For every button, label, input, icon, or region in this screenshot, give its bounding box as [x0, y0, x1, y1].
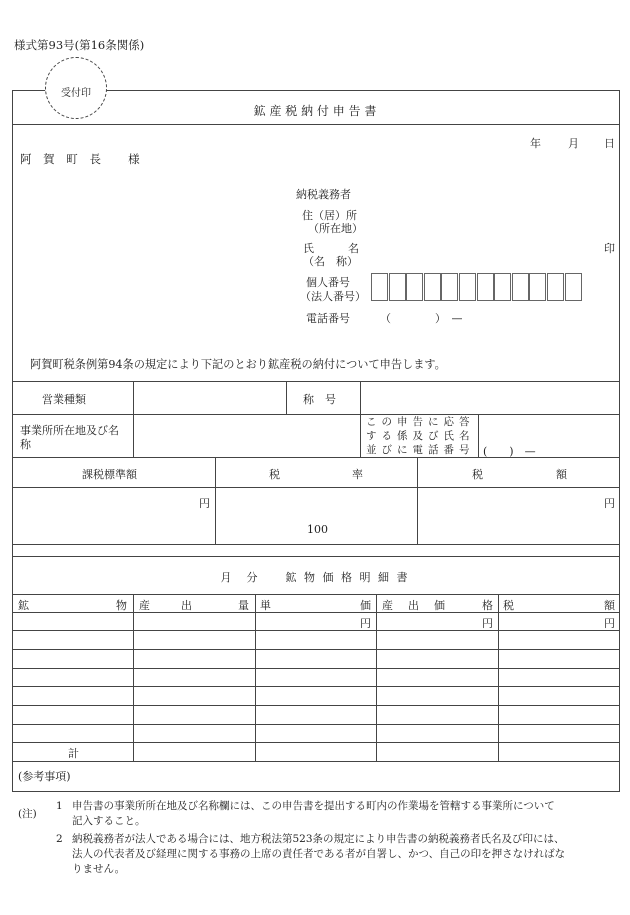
value-yen: 円 [482, 617, 493, 630]
note-2-line-3: りません。 [72, 863, 126, 875]
tax-amount-label-b: 額 [556, 468, 567, 481]
detail-row-line [12, 649, 620, 650]
note-1-line-2: 記入すること。 [72, 815, 146, 827]
row-divider [12, 594, 620, 595]
remarks-label: (参考事項) [18, 770, 71, 783]
taxpayer-name-sub: （名 称） [303, 255, 358, 268]
phone-label: 電話番号 [306, 312, 350, 325]
detail-title: 月 分 鉱 物 価 格 明 細 書 [220, 571, 410, 584]
note-2-line-1: 納税義務者が法人である場合には、地方税法第523条の規定により申告書の納税義務者氏名及び印には、 [72, 833, 565, 845]
id-number-box[interactable] [441, 273, 458, 301]
tax-yen: 円 [604, 617, 615, 630]
id-number-label: 個人番号 [306, 276, 350, 289]
col-divider [255, 594, 256, 761]
detail-row-line [12, 724, 620, 725]
seal-mark: 印 [604, 242, 615, 255]
total-label: 計 [68, 747, 79, 760]
phone-template: （ ） — [380, 312, 463, 325]
detail-row-line [12, 761, 620, 762]
note-1-num: 1 [56, 800, 63, 812]
contact-label-3: 並びに電話番号 [366, 444, 475, 456]
note-1-line-1: 申告書の事業所所在地及び名称欄には、この申告書を提出する町内の作業場を管轄する事業所について [72, 800, 555, 812]
row-divider [12, 414, 620, 415]
id-number-box[interactable] [477, 273, 494, 301]
row-divider [12, 544, 620, 545]
tax-rate-label-a: 税 [269, 468, 280, 481]
taxpayer-address-sub: （所在地） [308, 222, 363, 235]
business-type-label: 営業種類 [42, 393, 86, 406]
date-year: 年 [530, 137, 541, 150]
col-value-a: 産 出 価 [382, 599, 447, 612]
trade-name-label: 称 号 [303, 393, 336, 406]
tax-rate-value: 100 [307, 523, 328, 536]
title-divider [12, 124, 620, 125]
tax-base-yen: 円 [199, 497, 210, 510]
col-unitprice-b: 価 [360, 599, 371, 612]
taxpayer-name-label-a: 氏 [303, 242, 314, 255]
declaration-text: 阿賀町税条例第94条の規定により下記のとおり鉱産税の納付について申告します。 [30, 358, 446, 371]
note-2-num: 2 [56, 833, 63, 845]
id-number-sub: （法人番号） [300, 290, 366, 303]
col-divider [376, 594, 377, 761]
col-divider [478, 414, 479, 457]
col-divider [360, 381, 361, 457]
form-number: 様式第93号(第16条関係) [14, 38, 145, 52]
detail-row-line [12, 742, 620, 743]
id-number-box[interactable] [547, 273, 564, 301]
contact-label-2: する係及び氏名 [366, 430, 475, 442]
location-label-2: 称 [20, 438, 31, 451]
col-value-b: 格 [482, 599, 493, 612]
col-divider [133, 594, 134, 761]
detail-row-line [12, 686, 620, 687]
col-divider [133, 381, 134, 457]
col-tax-a: 税 [503, 599, 514, 612]
contact-label-1: この申告に応答 [366, 416, 475, 428]
note-2-line-2: 法人の代表者及び経理に関する事務の上席の責任者である者が自署し、かつ、自己の印を押さなければな [72, 848, 566, 860]
tax-amount-yen: 円 [604, 497, 615, 510]
id-number-box[interactable] [494, 273, 511, 301]
row-divider [12, 381, 620, 382]
detail-row-line [12, 705, 620, 706]
detail-row-line [12, 668, 620, 669]
col-tax-b: 額 [604, 599, 615, 612]
location-label-1: 事業所所在地及び名 [20, 424, 119, 437]
date-day: 日 [604, 137, 615, 150]
contact-phone: ( ) — [483, 445, 536, 458]
id-number-box[interactable] [565, 273, 582, 301]
taxpayer-name-label-b: 名 [348, 242, 359, 255]
id-number-box[interactable] [424, 273, 441, 301]
row-divider [12, 556, 620, 557]
tax-amount-label-a: 税 [472, 468, 483, 481]
unitprice-yen: 円 [360, 617, 371, 630]
col-output-a: 産 出 [139, 599, 195, 612]
col-mineral-b: 物 [116, 599, 127, 612]
form-title: 鉱 産 税 納 付 申 告 書 [253, 104, 377, 118]
date-month: 月 [568, 137, 579, 150]
notes-label: (注) [18, 808, 37, 820]
col-unitprice-a: 単 [260, 599, 271, 612]
row-divider [12, 487, 620, 488]
col-divider [286, 381, 287, 414]
col-mineral-a: 鉱 [18, 599, 29, 612]
col-divider [417, 457, 418, 544]
col-output-b: 量 [238, 599, 249, 612]
col-divider [215, 457, 216, 544]
tax-base-label: 課税標準額 [82, 468, 137, 481]
stamp-label: 受付印 [61, 88, 91, 99]
id-number-box[interactable] [406, 273, 423, 301]
detail-row-line [12, 630, 620, 631]
id-number-box[interactable] [512, 273, 529, 301]
id-number-box[interactable] [371, 273, 388, 301]
col-divider [498, 594, 499, 761]
id-number-box[interactable] [529, 273, 546, 301]
id-number-box[interactable] [459, 273, 476, 301]
addressee: 阿 賀 町 長 様 [20, 152, 144, 166]
id-number-box[interactable] [389, 273, 406, 301]
taxpayer-address-label: 住（居）所 [302, 209, 357, 222]
tax-rate-label-b: 率 [352, 468, 363, 481]
taxpayer-heading: 納税義務者 [296, 188, 351, 201]
detail-row-line [12, 612, 620, 613]
